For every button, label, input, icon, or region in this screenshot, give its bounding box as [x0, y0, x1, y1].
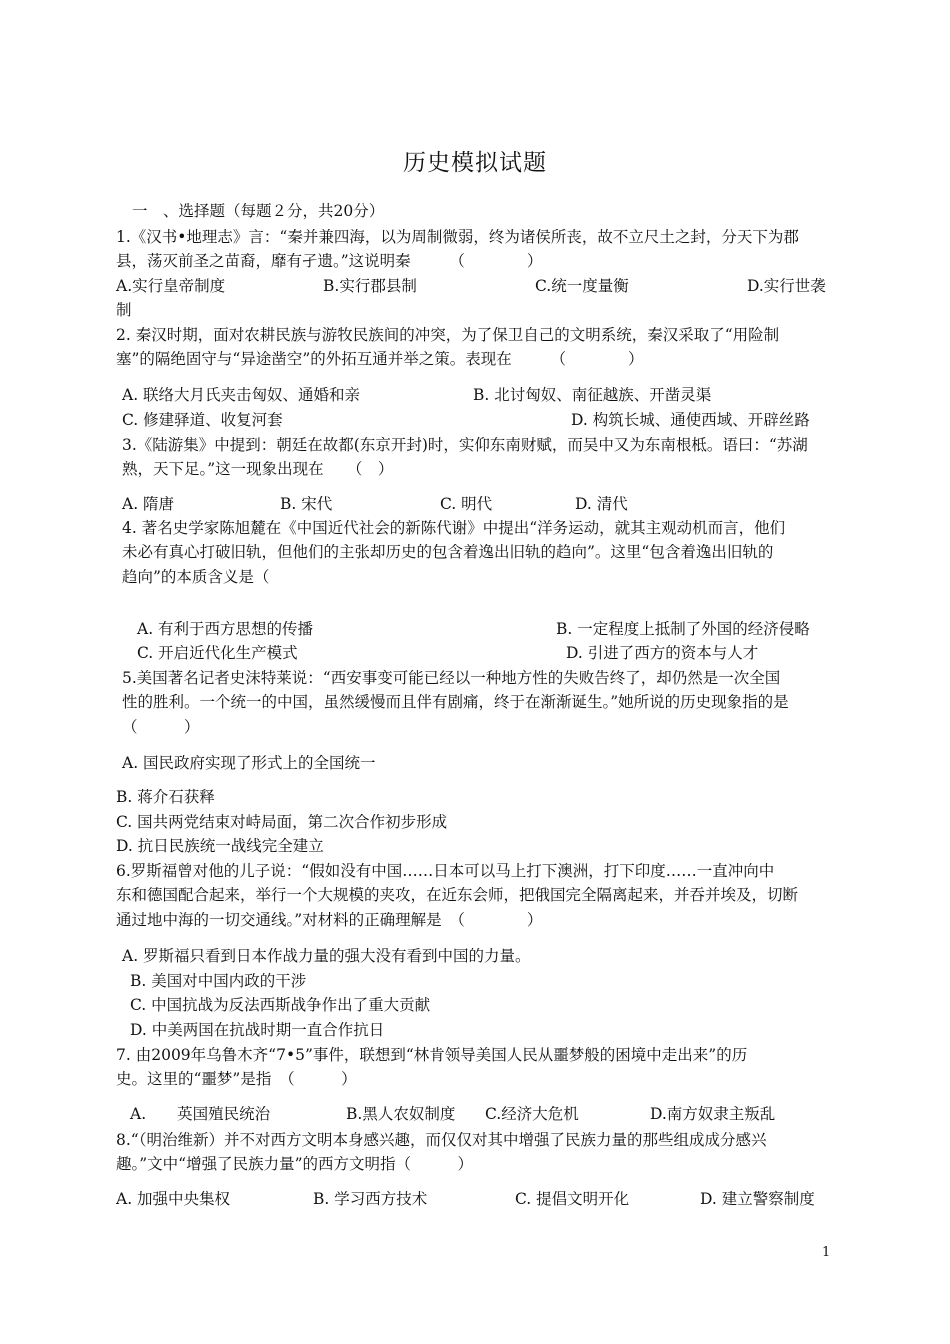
q1-option-c: C.统一度量衡 — [535, 277, 629, 295]
q7-option-c: C.经济大危机 — [485, 1105, 579, 1123]
q4-option-a: A. 有利于西方思想的传播 — [137, 620, 314, 638]
q3-stem-line2: 熟，天下足。”这一现象出现在 （ ） — [122, 460, 394, 478]
q2-option-c: C. 修建驿道、收复河套 — [122, 411, 283, 429]
q4-stem-line1: 4. 著名史学家陈旭麓在《中国近代社会的新陈代谢》中提出“洋务运动，就其主观动机而言，他们 — [122, 519, 786, 537]
q4-option-b: B. 一定程度上抵制了外国的经济侵略 — [556, 620, 810, 638]
q5-option-b: B. 蒋介石获释 — [116, 788, 215, 806]
q2-option-d: D. 构筑长城、通使西域、开辟丝路 — [571, 411, 810, 429]
q7-option-b: B.黑人农奴制度 — [346, 1105, 456, 1123]
q8-option-d: D. 建立警察制度 — [700, 1190, 815, 1208]
q1-option-b: B.实行郡县制 — [323, 277, 417, 295]
q3-stem-line1: 3.《陆游集》中提到：朝廷在故都(东京开封)时，实仰东南财赋，而吴中又为东南根柢。语曰：“苏湖 — [122, 436, 808, 454]
q3-option-d: D. 清代 — [575, 495, 628, 513]
q5-option-c: C. 国共两党结束对峙局面，第二次合作初步形成 — [116, 813, 448, 831]
q6-option-c: C. 中国抗战为反法西斯战争作出了重大贡献 — [130, 996, 431, 1014]
q1-option-d: D.实行世袭 — [747, 277, 826, 295]
q5-option-a: A. 国民政府实现了形式上的全国统一 — [122, 754, 376, 772]
q1-stem-line1: 1.《汉书•地理志》言：“秦并兼四海，以为周制微弱，终为诸侯所丧，故不立尺土之封，分天下为郡 — [116, 228, 799, 246]
q7-option-d: D.南方奴隶主叛乱 — [650, 1105, 776, 1123]
q6-option-d: D. 中美两国在抗战时期一直合作抗日 — [130, 1021, 385, 1039]
q3-option-a: A. 隋唐 — [122, 495, 175, 513]
q8-stem-line2: 趣。”文中“增强了民族力量”的西方文明指（ ） — [116, 1155, 474, 1173]
page-number: 1 — [822, 1245, 831, 1260]
q5-stem-line2: 性的胜利。一个统一的中国，虽然缓慢而且伴有剧痛，终于在渐渐诞生。”她所说的历史现象指的是 — [122, 693, 789, 711]
q4-stem-line2: 未必有真心打破旧轨，但他们的主张却历史的包含着逸出旧轨的趋向”。这里“包含着逸出旧轨的 — [122, 543, 774, 561]
section-header: 一 、选择题（每题２分，共20分） — [132, 202, 385, 220]
q7-stem-line1: 7. 由2009年乌鲁木齐“7•5”事件，联想到“林肯领导美国人民从噩梦般的困境中走出来”的历 — [116, 1046, 748, 1064]
q6-option-b: B. 美国对中国内政的干涉 — [130, 972, 307, 990]
q6-stem-line1: 6.罗斯福曾对他的儿子说：“假如没有中国……日本可以马上打下澳洲，打下印度……一直冲向中 — [116, 862, 775, 880]
q1-option-d-cont: 制 — [116, 301, 132, 319]
q8-stem-line1: 8.“（明治维新）并不对西方文明本身感兴趣，而仅仅对其中增强了民族力量的那些组成成分感兴 — [116, 1131, 767, 1149]
q8-option-b: B. 学习西方技术 — [313, 1190, 428, 1208]
q1-stem-line2: 县，荡灭前圣之苗裔，靡有孑遗。”这说明秦 （ ） — [116, 252, 543, 270]
q8-option-c: C. 提倡文明开化 — [515, 1190, 630, 1208]
q6-option-a: A. 罗斯福只看到日本作战力量的强大没有看到中国的力量。 — [122, 947, 531, 965]
q1-option-a: A.实行皇帝制度 — [116, 277, 226, 295]
q3-option-c: C. 明代 — [440, 495, 493, 513]
q2-option-b: B. 北讨匈奴、南征越族、开凿灵渠 — [473, 386, 712, 404]
q6-stem-line2: 东和德国配合起来，举行一个大规模的夹攻，在近东会师，把俄国完全隔离起来，并吞并埃及，切断 — [116, 886, 799, 904]
q2-stem-line1: 2. 秦汉时期，面对农耕民族与游牧民族间的冲突，为了保卫自己的文明系统，秦汉采取了“用险制 — [116, 326, 780, 344]
q4-option-d: D. 引进了西方的资本与人才 — [566, 644, 759, 662]
q7-stem-line2: 史。这里的“噩梦”是指 （ ） — [116, 1070, 357, 1088]
q8-option-a: A. 加强中央集权 — [116, 1190, 231, 1208]
q4-stem-line3: 趋向”的本质含义是（ — [122, 568, 270, 586]
q5-option-d: D. 抗日民族统一战线完全建立 — [116, 837, 324, 855]
q5-stem-line1: 5.美国著名记者史沫特莱说：“西安事变可能已经以一种地方性的失败告终了，却仍然是一次全国 — [122, 669, 781, 687]
q4-option-c: C. 开启近代化生产模式 — [137, 644, 298, 662]
q5-stem-line3: （ ） — [122, 718, 200, 736]
q7-option-a: A. 英国殖民统治 — [130, 1105, 271, 1123]
page-title: 历史模拟试题 — [403, 150, 547, 176]
q6-stem-line3: 通过地中海的一切交通线。”对材料的正确理解是 （ ） — [116, 911, 543, 929]
q2-option-a: A. 联络大月氏夹击匈奴、通婚和亲 — [122, 386, 361, 404]
q2-stem-line2: 塞”的隔绝固守与“异途凿空”的外拓互通并举之策。表现在 （ ） — [116, 350, 644, 368]
q3-option-b: B. 宋代 — [280, 495, 333, 513]
